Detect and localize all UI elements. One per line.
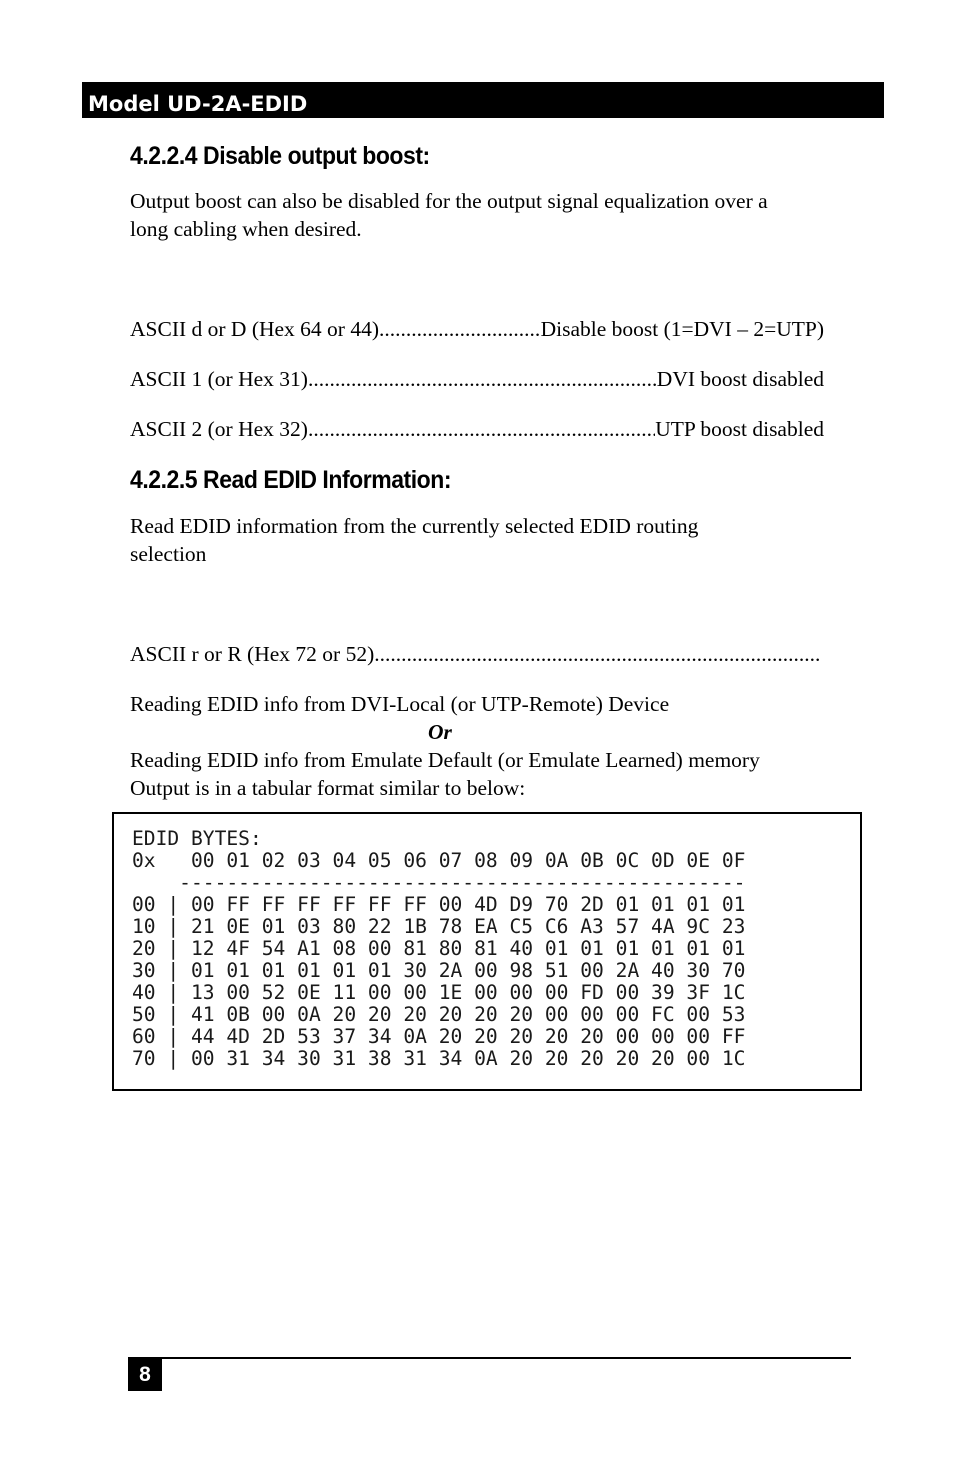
paragraph-line: long cabling when desired.: [130, 217, 362, 241]
read-edid-paragraph: [130, 512, 870, 568]
dot-leader: [374, 640, 820, 668]
command-row-read-edid: [130, 640, 820, 668]
output-format-note: Output is in a tabular format similar to below:: [130, 776, 526, 800]
command-row-utp-boost: [130, 415, 824, 443]
section-heading-read-edid: 4.2.2.5 Read EDID Information:: [130, 466, 452, 494]
dot-leader: [308, 365, 657, 393]
section-heading-disable-boost: 4.2.2.4 Disable output boost:: [130, 142, 430, 170]
command-row-dvi-boost: [130, 365, 824, 393]
command-description: UTP boost disabled: [655, 417, 824, 441]
command-row-disable-boost: [130, 315, 824, 343]
command-code: ASCII d or D (Hex 64 or 44): [130, 317, 380, 341]
disable-boost-paragraph: [130, 187, 870, 243]
or-separator: Or: [428, 720, 452, 744]
paragraph-line: Read EDID information from the currently selected EDID routing: [130, 514, 699, 538]
page-number: 8: [128, 1359, 162, 1391]
command-code: ASCII 2 (or Hex 32): [130, 417, 308, 441]
edid-output-table: [112, 812, 862, 1091]
command-code: ASCII r or R (Hex 72 or 52): [130, 642, 375, 666]
footer-rule: [128, 1357, 851, 1359]
dot-leader: [379, 315, 541, 343]
command-description: Disable boost (1=DVI – 2=UTP): [540, 317, 824, 341]
paragraph-line: selection: [130, 542, 207, 566]
reading-line-device: Reading EDID info from DVI-Local (or UTP-Remote) Device: [130, 692, 670, 716]
paragraph-line: Output boost can also be disabled for the output signal equalization over a: [130, 189, 768, 213]
edid-bytes-dump: EDID BYTES: 0x 00 01 02 03 04 05 06 07 08 09 0A 0B 0C 0D 0E 0F ------------------------------------------------ 00 | 00 FF FF FF FF FF FF 00 4D D9 70 2D 01 01 01 01 10 | 21 0E 01 03 80 22 1B 78 EA C5 C6 A3 57 4A 9C 23 20 | 12 4F 54 A1 08 00 81 80 81 40 01 01 01 01 01 01 30 | 01 01 01 01 01 01 30 2A 00 98 51 00 2A 40 30 70 40 | 13 00 52 0E 11 00 00 1E 00 00 00 FD 00 39 3F 1C 50 | 41 0B 00 0A 20 20 20 20 20 20 00 00 00 FC 00 53 60 | 44 4D 2D 53 37 34 0A 20 20 20 20 20 00 00 00 FF 70 | 00 31 34 30 31 38 31 34 0A 20 20 20 20 20 00 1C: [132, 827, 746, 1070]
command-description: DVI boost disabled: [656, 367, 824, 391]
dot-leader: [308, 415, 655, 443]
header-bar: [82, 82, 884, 118]
model-title: Model UD-2A-EDID: [88, 92, 308, 116]
reading-line-memory: Reading EDID info from Emulate Default (or Emulate Learned) memory: [130, 748, 760, 772]
command-code: ASCII 1 (or Hex 31): [130, 367, 308, 391]
